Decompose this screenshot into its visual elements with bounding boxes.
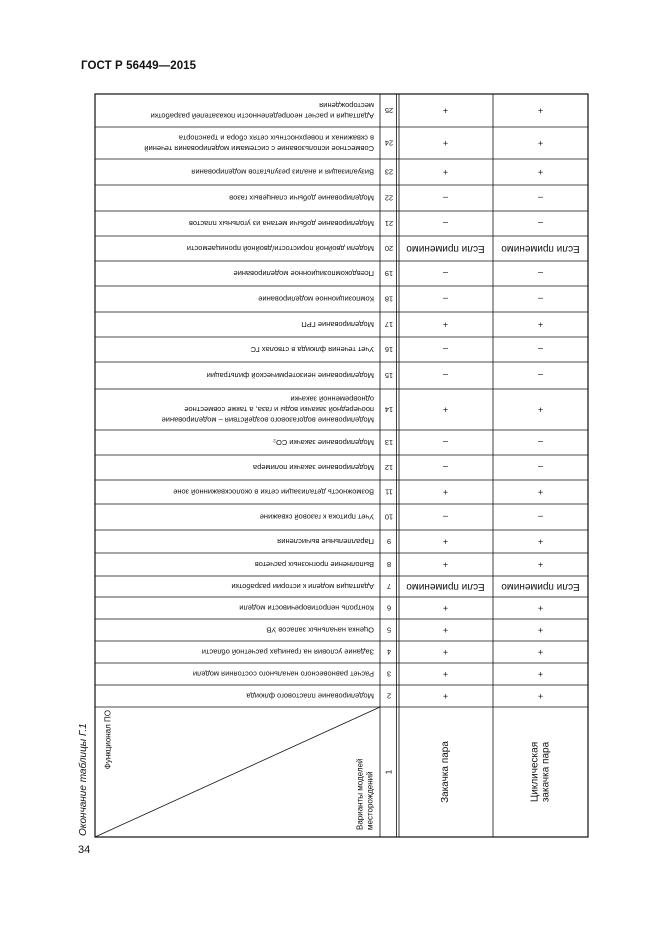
function-description: Псевдокомпозиционное моделирование	[233, 269, 374, 278]
function-description: Адаптация модели к истории разработки	[231, 582, 374, 591]
value-plus: +	[537, 138, 544, 148]
column-number: 11	[385, 487, 393, 497]
function-description: Моделирование добычи метана из угольных пластов	[188, 219, 374, 228]
table-caption: Окончание таблицы Г.1	[78, 723, 89, 836]
column-number: 20	[384, 244, 394, 253]
column-number: 16	[384, 345, 394, 354]
document-header: ГОСТ Р 56449—2015	[81, 60, 197, 72]
value-plus: +	[537, 625, 544, 635]
value-plus: +	[442, 603, 449, 613]
column-number: 2	[386, 691, 392, 701]
value-if-applicable: Если применимо	[501, 581, 580, 592]
value-plus: +	[442, 691, 449, 701]
function-description: Моделирование пластового флюида	[246, 691, 374, 701]
value-dash: –	[442, 294, 449, 304]
value-plus: +	[537, 404, 544, 415]
column-number: 22	[384, 193, 394, 203]
function-description: Оценка начальных запасов УВ	[266, 625, 374, 635]
function-description: Параллельные вычисления	[277, 537, 374, 546]
function-description: месторождения	[319, 100, 374, 110]
value-dash: –	[442, 268, 449, 279]
row-label: закачка пара	[540, 741, 552, 803]
function-description: Модели двойной пористости/двойной проницаемости	[186, 244, 374, 253]
value-dash: –	[537, 218, 544, 229]
value-plus: +	[442, 404, 449, 415]
value-plus: +	[537, 487, 544, 497]
column-number: 13	[384, 438, 394, 447]
row-label: Закачка пара	[440, 741, 451, 803]
value-plus: +	[442, 647, 449, 657]
function-description: Моделирование водогазового воздействия – моделирование	[161, 415, 374, 425]
column-number: 24	[384, 138, 394, 148]
page-number: 34	[78, 844, 91, 856]
column-number: 19	[384, 269, 394, 278]
value-plus: +	[442, 669, 449, 679]
value-if-applicable: Если применимо	[406, 243, 485, 254]
value-dash: –	[442, 462, 449, 473]
diagonal-bottom-label: Варианты моделей	[355, 758, 365, 830]
value-dash: –	[537, 268, 544, 279]
function-description: Учет течения флюида в стволах ГС	[250, 345, 374, 354]
function-description: поочередной закачки воды и газа, а также совместное	[184, 405, 374, 414]
function-description: Моделирование ГРП	[301, 320, 374, 329]
column-number: 5	[386, 625, 392, 635]
function-description: Совместное использование с системами моделирования течений	[144, 143, 374, 153]
value-dash: –	[442, 218, 449, 229]
function-description: Визуализация и анализ результатов моделирования	[191, 167, 374, 177]
value-dash: –	[537, 193, 544, 203]
function-description: Расчет равновесного начального состояния модели	[192, 669, 374, 679]
function-description: Моделирование закачки CO₂	[273, 438, 374, 447]
function-description: Композиционное моделирование	[258, 294, 374, 304]
function-description: Задание условия на границах расчетной области	[201, 647, 374, 657]
value-dash: –	[442, 344, 449, 355]
value-plus: +	[442, 625, 449, 635]
value-dash: –	[537, 294, 544, 304]
value-dash: –	[442, 193, 449, 203]
value-dash: –	[442, 437, 449, 448]
value-plus: +	[537, 167, 544, 177]
function-description: Контроль непротиворечивости модели	[239, 603, 374, 613]
function-description: одновременной закачки	[290, 394, 374, 404]
column-number: 10	[384, 512, 394, 522]
value-plus: +	[537, 536, 544, 547]
column-number: 9	[386, 537, 392, 546]
value-plus: +	[442, 167, 449, 177]
value-plus: +	[442, 138, 449, 148]
value-plus: +	[537, 319, 544, 330]
value-dash: –	[537, 512, 544, 522]
column-number: 17	[384, 320, 394, 329]
header-index: 1	[384, 769, 394, 775]
column-number: 6	[386, 603, 392, 613]
value-plus: +	[537, 559, 544, 570]
table-grid	[77, 94, 588, 837]
value-plus: +	[442, 105, 449, 116]
value-plus: +	[537, 603, 544, 613]
column-number: 15	[384, 371, 394, 380]
column-number: 18	[384, 294, 394, 304]
value-plus: +	[537, 669, 544, 679]
column-number: 4	[386, 647, 392, 657]
value-plus: +	[442, 319, 449, 330]
column-number: 7	[386, 582, 392, 591]
column-number: 12	[384, 463, 394, 472]
function-description: в скважинах и поверхностных сетях сбора и транспорта	[178, 133, 374, 143]
function-description: Моделирование добычи сланцевых газов	[229, 193, 374, 203]
value-dash: –	[537, 370, 544, 381]
value-plus: +	[442, 559, 449, 570]
value-dash: –	[537, 344, 544, 355]
column-number: 21	[384, 219, 394, 228]
value-plus: +	[537, 691, 544, 701]
value-dash: –	[537, 462, 544, 473]
value-plus: +	[442, 487, 449, 497]
column-number: 14	[384, 405, 394, 414]
function-description: Выполнение прогнозных расчетов	[254, 560, 374, 569]
function-description: Учет притока к газовой скважине	[259, 512, 374, 522]
row-label: Циклическая	[529, 741, 541, 803]
diagonal-top-label: Функционал ПО	[103, 710, 113, 770]
column-number: 3	[386, 669, 392, 679]
function-description: Моделирование неизотермической фильтрации	[206, 371, 374, 380]
value-plus: +	[537, 105, 544, 116]
value-plus: +	[537, 647, 544, 657]
value-plus: +	[442, 536, 449, 547]
diagonal-bottom-label: месторождений	[365, 771, 375, 830]
column-number: 25	[384, 106, 394, 115]
value-dash: –	[442, 370, 449, 381]
value-dash: –	[537, 437, 544, 448]
value-if-applicable: Если применимо	[406, 581, 485, 592]
value-dash: –	[442, 512, 449, 522]
column-number: 8	[386, 560, 392, 569]
function-description: Адаптация и расчет неопределенности показателей разработки	[150, 111, 374, 121]
column-number: 23	[384, 167, 394, 177]
value-if-applicable: Если применимо	[501, 243, 580, 254]
function-description: Моделирование закачки полимера	[252, 463, 374, 472]
function-description: Возможность детализации сетки в околоскважинной зоне	[173, 487, 374, 497]
header-diagonal	[95, 707, 380, 837]
